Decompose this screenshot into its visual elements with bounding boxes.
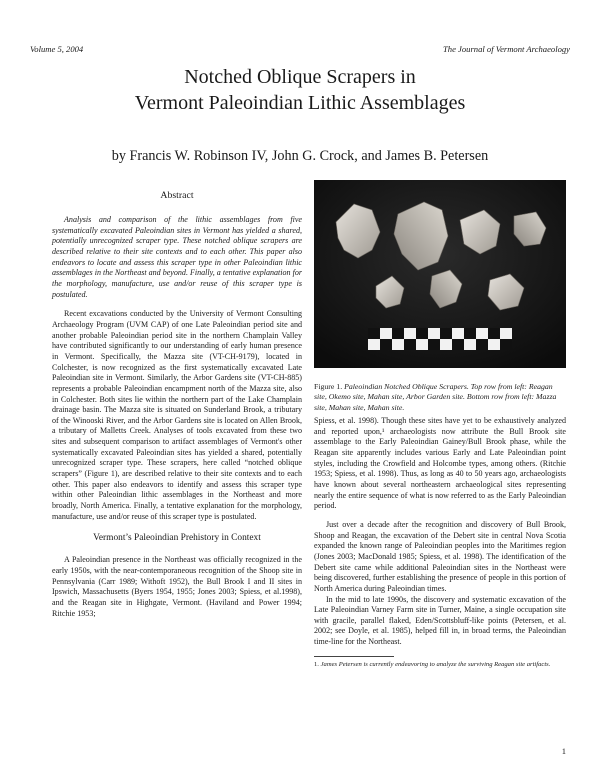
- article-title: [0, 64, 600, 116]
- title-line-1: Notched Oblique Scrapers in: [184, 66, 416, 88]
- scale-bar: [368, 328, 512, 350]
- abstract-text: Analysis and comparison of the lithic assemblages from five systematically excavated Paleoindian sites in Vermont has yielded a shared, potentially unrecognized scraper type. These notched oblique scrapers are described relative to their site contexts and to each other. This paper also endeavors to locate and assess this scraper type in other Paleoindian lithic assemblages in the Northeast and beyond. Finally, a tentative explanation for the morphology, manufacture, use and/or reuse of this scraper type is postulated.: [52, 215, 302, 299]
- body-paragraph-3: Spiess, et al. 1998). Though these sites have yet to be exhaustively analyzed and reported upon,¹ archaeologists now attribute the Bull Brook site assemblage to the Early Paleoindian Gainey/Bull Brook phase, while the Reagan site apparently includes various Early and Late Paleoindian point styles, including the Crowfield and Holcombe types, among others. (Ritchie 1953; Spiess, et al. 1998). Thus, as long as 40 to 50 years ago, archaeologists have known about several northeastern archaeological sites representing nearly the entire sequence of what is now referred to as the Early Paleoindian period.: [314, 416, 566, 511]
- abstract-heading: Abstract: [160, 190, 194, 201]
- author-byline: by Francis W. Robinson IV, John G. Crock, and James B. Petersen: [111, 148, 489, 164]
- figure-photo: [314, 180, 566, 368]
- body-paragraph-2: A Paleoindian presence in the Northeast was officially recognized in the early 1950s, with the near-contemporaneous recognition of the Shoop site in Pennsylvania (Carr 1989; Withoft 1952), the Bull Brook I and II sites in Ipswich, Massachusetts (Byers 1954, 1955; Jones 2003; Spiess, et al.1998), and the Reagan site in Highgate, Vermont. (Haviland and Power 1994; Ritchie 1953;: [52, 555, 302, 618]
- footnote-number: 1.: [314, 660, 319, 668]
- left-column: [52, 190, 302, 619]
- right-column: [314, 416, 566, 669]
- footnote: [314, 661, 566, 669]
- page-number: 1: [561, 746, 566, 756]
- body-paragraph-1: Recent excavations conducted by the University of Vermont Consulting Archaeology Program (UVM CAP) of one Late Paleoindian period site and another probable Paleoindian period site in the northern Champlain Valley have contributed significantly to our understanding of early human presence in Vermont. Specifically, the Mazza site (VT-CH-9179), located in Colchester, is now recognized as the first systematically excavated Late Paleoindian site in Vermont. Similarly, the Arbor Gardens site (VT-CH-885) represents a probable Paleoindian encampment north of the Mazza site, also in Colchester. Both sites lie within the northern part of the Lake Champlain drainage basin. The Mazza site is situated on Sunderland Brook, a tributary of the Winooski River, and the Arbor Gardens site is located on Allen Brook, a tributary of Malletts Creek. Analyses of tools excavated from these two sites and subsequent comparison to artifact assemblages of Vermont's other systematically excavated Paleoindian sites has yielded a shared, potentially unrecognized scraper type. These scrapers, here called “notched oblique scrapers” (Figure 1), are described relative to their site contexts and to each other. This paper also endeavors to identify and assess this scraper type within other Paleoindian lithic assemblages in the Northeast and more broadly, North America. Finally, a tentative explanation for the morphology, manufacture, use and/or reuse of this scraper type is postulated.: [52, 309, 302, 521]
- section-heading: Vermont’s Paleoindian Prehistory in Context: [93, 533, 261, 544]
- footnote-rule: [314, 656, 394, 657]
- running-head: [30, 44, 570, 58]
- figure-label: Figure 1.: [314, 382, 343, 391]
- title-line-2: Vermont Paleoindian Lithic Assemblages: [134, 92, 466, 114]
- body-paragraph-5: In the mid to late 1990s, the discovery and systematic excavation of the Late Paleoindian Varney Farm site in Turner, Maine, a single occupation site with gracile, parallel flaked, Eden/Scottsbluff-like points (Petersen, et al. 2002; see Doyle, et al. 1985), helped fill in, in broad terms, the Paleoindian time-line for the Northeast.: [314, 594, 566, 647]
- scraper-photo-svg: [314, 180, 566, 368]
- footnote-text: James Petersen is currently endeavoring to analyze the surviving Reagan site artifacts.: [320, 660, 551, 668]
- figure-caption-text: Paleoindian Notched Oblique Scrapers. Top row from left: Reagan site, Okemo site, Mahan site, Arbor Garden site. Bottom row from left: Mazza site, Mahan site, Mahan site.: [314, 382, 557, 412]
- figure-caption: [314, 382, 566, 413]
- volume-label: Volume 5, 2004: [30, 44, 84, 54]
- body-paragraph-4: Just over a decade after the recognition and discovery of Bull Brook, Shoop and Reagan, the excavation of the Debert site in central Nova Scotia expanded the known range of Paleoindian peoples into the Maritimes region (Jones 2003; MacDonald 1985; Spiess, et al. 1998). The identification of the Debert site came while additional Paleoindian sites in the Northeast were being discovered, further establishing the presence of people in this portion of North America during Paleoindian times.: [314, 519, 566, 593]
- journal-name: The Journal of Vermont Archaeology: [443, 44, 570, 54]
